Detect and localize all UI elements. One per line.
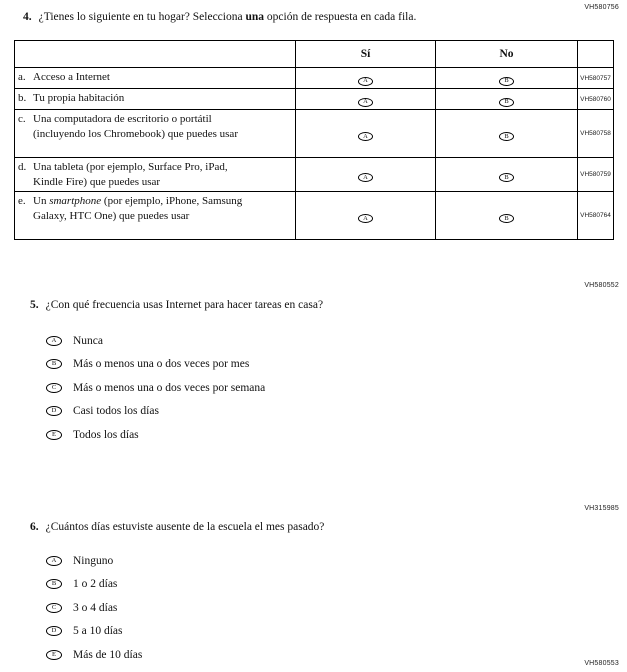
response-oval-no[interactable]: B xyxy=(499,214,514,223)
row-d-label-pre: Una tableta (por ejemplo, Surface Pro, iPad, Kindle Fire) que puedes usar xyxy=(33,161,228,188)
row-c-label xyxy=(33,112,245,141)
row-b-no-cell xyxy=(436,89,578,110)
question-4-number: 4. xyxy=(23,11,32,23)
question-4-prompt xyxy=(39,11,417,23)
item-code-q5: VH580552 xyxy=(584,282,619,289)
row-e-label-cell xyxy=(15,192,296,240)
option-label: Nunca xyxy=(73,334,104,347)
question-6-heading xyxy=(30,521,324,533)
option-label: Más o menos una o dos veces por semana xyxy=(73,381,266,394)
row-a-yes-cell xyxy=(296,68,436,89)
option-label: Casi todos los días xyxy=(73,405,159,418)
row-d-letter: d. xyxy=(18,161,27,173)
question-4-prompt-post: opción de respuesta en cada fila. xyxy=(264,11,417,23)
row-a-code: VH580757 xyxy=(578,68,614,89)
row-d-label xyxy=(33,160,245,189)
response-oval-no[interactable]: B xyxy=(499,173,514,182)
table-row-a xyxy=(15,68,614,89)
row-b-label xyxy=(33,91,124,106)
response-oval-no[interactable]: B xyxy=(499,132,514,141)
option-row xyxy=(46,620,142,644)
row-b-code: VH580760 xyxy=(578,89,614,110)
option-row xyxy=(46,423,265,447)
row-b-label-cell xyxy=(15,89,296,110)
response-oval[interactable]: A xyxy=(46,556,62,566)
question-6-options xyxy=(46,549,142,667)
row-c-label-pre: Una computadora de escritorio o portátil (incluyendo los Chromebook) que puedes usar xyxy=(33,113,238,140)
row-a-letter: a. xyxy=(18,71,26,83)
response-oval-yes[interactable]: A xyxy=(358,98,373,107)
response-oval-yes[interactable]: A xyxy=(358,173,373,182)
row-b-label-pre: Tu propia habitación xyxy=(33,92,125,104)
row-d-code: VH580759 xyxy=(578,158,614,192)
table-row-b xyxy=(15,89,614,110)
option-row xyxy=(46,329,265,353)
option-label: Todos los días xyxy=(73,428,139,441)
response-oval[interactable]: D xyxy=(46,406,62,416)
row-e-label-pre: Un xyxy=(33,195,50,207)
row-d-label-cell xyxy=(15,158,296,192)
question-6-prompt: ¿Cuántos días estuviste ausente de la escuela el mes pasado? xyxy=(45,521,325,533)
question-5-options xyxy=(46,329,265,447)
table-row-c xyxy=(15,110,614,158)
row-c-no-cell xyxy=(436,110,578,158)
option-row xyxy=(46,353,265,377)
option-row xyxy=(46,573,142,597)
question-4-prompt-bold: una xyxy=(245,11,265,23)
response-oval[interactable]: E xyxy=(46,430,62,440)
table-header-blank xyxy=(15,41,296,68)
question-5-prompt: ¿Con qué frecuencia usas Internet para hacer tareas en casa? xyxy=(45,299,324,311)
response-oval[interactable]: C xyxy=(46,603,62,613)
response-oval-no[interactable]: B xyxy=(499,77,514,86)
row-d-no-cell xyxy=(436,158,578,192)
response-oval[interactable]: C xyxy=(46,383,62,393)
response-oval[interactable]: D xyxy=(46,626,62,636)
row-c-yes-cell xyxy=(296,110,436,158)
item-code-q6: VH315985 xyxy=(584,505,619,512)
row-a-label-cell xyxy=(15,68,296,89)
question-5-heading xyxy=(30,299,323,311)
option-label: 5 a 10 días xyxy=(73,625,123,638)
option-label: Ninguno xyxy=(73,554,114,567)
row-c-code: VH580758 xyxy=(578,110,614,158)
table-row-e xyxy=(15,192,614,240)
row-a-label-pre: Acceso a Internet xyxy=(33,71,110,83)
response-oval[interactable]: B xyxy=(46,359,62,369)
option-row xyxy=(46,643,142,667)
row-e-label-post: (por ejemplo, iPhone, Samsung Galaxy, HTC One) que puedes usar xyxy=(33,195,243,222)
option-label: 1 o 2 días xyxy=(73,578,118,591)
row-c-label-cell xyxy=(15,110,296,158)
row-b-letter: b. xyxy=(18,92,27,104)
question-4-table xyxy=(14,40,614,240)
option-row xyxy=(46,596,142,620)
option-row xyxy=(46,400,265,424)
row-a-label xyxy=(33,70,110,85)
response-oval-yes[interactable]: A xyxy=(358,214,373,223)
table-header-no: No xyxy=(436,41,578,68)
option-label: Más de 10 días xyxy=(73,648,143,661)
question-4-heading xyxy=(23,11,416,23)
option-label: Más o menos una o dos veces por mes xyxy=(73,358,250,371)
row-e-letter: e. xyxy=(18,195,26,207)
response-oval[interactable]: E xyxy=(46,650,62,660)
row-a-no-cell xyxy=(436,68,578,89)
option-label: 3 o 4 días xyxy=(73,601,118,614)
row-e-label xyxy=(33,194,245,223)
question-5-number: 5. xyxy=(30,299,39,311)
row-d-yes-cell xyxy=(296,158,436,192)
option-row xyxy=(46,549,142,573)
row-c-letter: c. xyxy=(18,113,26,125)
response-oval-yes[interactable]: A xyxy=(358,77,373,86)
table-header-row xyxy=(15,41,614,68)
item-code-q4: VH580756 xyxy=(584,4,619,11)
question-6-number: 6. xyxy=(30,521,39,533)
question-4-prompt-pre: ¿Tienes lo siguiente en tu hogar? Selecciona xyxy=(38,11,246,23)
row-e-no-cell xyxy=(436,192,578,240)
table-header-yes: Sí xyxy=(296,41,436,68)
item-code-footer: VH580553 xyxy=(584,660,619,667)
response-oval[interactable]: A xyxy=(46,336,62,346)
row-e-code: VH580764 xyxy=(578,192,614,240)
response-oval-no[interactable]: B xyxy=(499,98,514,107)
row-b-yes-cell xyxy=(296,89,436,110)
table-row-d xyxy=(15,158,614,192)
response-oval[interactable]: B xyxy=(46,579,62,589)
row-e-label-italic: smartphone xyxy=(49,195,102,207)
table-header-code-blank xyxy=(578,41,614,68)
response-oval-yes[interactable]: A xyxy=(358,132,373,141)
row-e-yes-cell xyxy=(296,192,436,240)
option-row xyxy=(46,376,265,400)
